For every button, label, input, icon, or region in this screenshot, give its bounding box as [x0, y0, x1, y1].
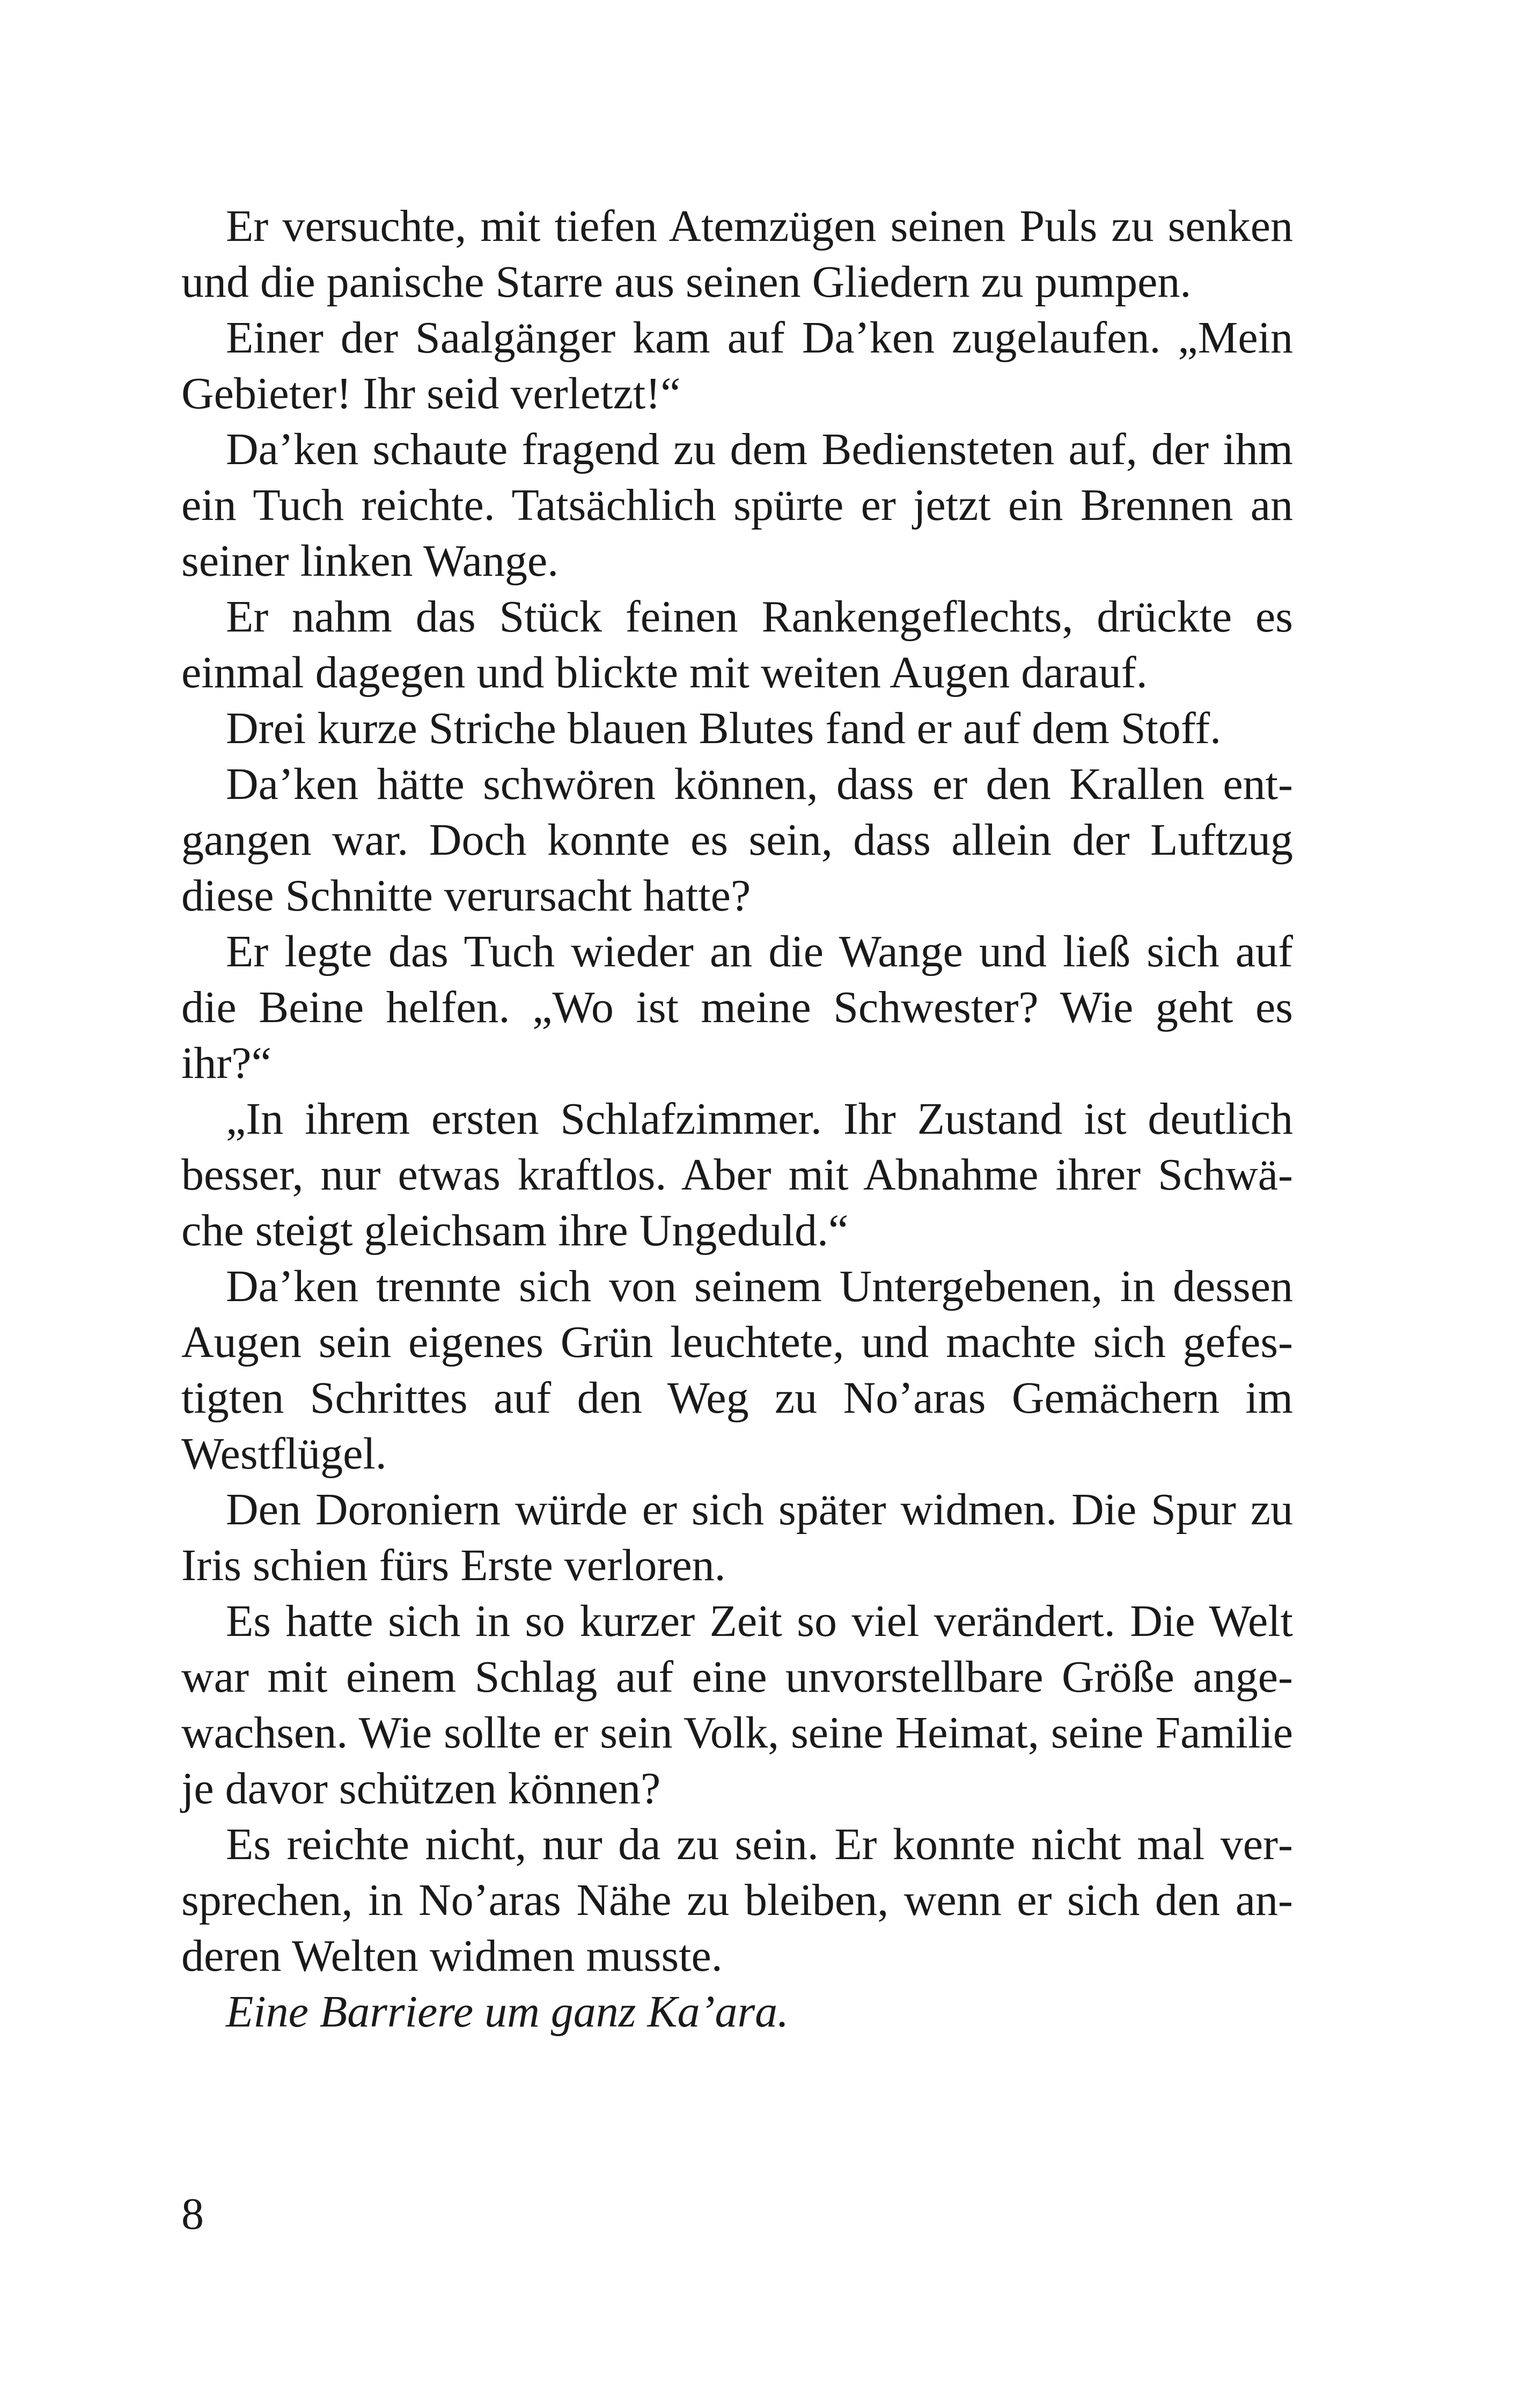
paragraph: „In ihrem ersten Schlafzimmer. Ihr Zustand ist deutlich besser, nur etwas kraftlos. Aber mit Abnahme ihrer Schwäche steigt gleichsam ihre Ungeduld.“ — [181, 1094, 1293, 1256]
paragraph: Einer der Saalgänger kam auf Da’ken zugelaufen. „Mein Gebieter! Ihr seid verletzt!“ — [181, 313, 1293, 419]
paragraph: Es reichte nicht, nur da zu sein. Er konnte nicht mal versprechen, in No’aras Nähe zu bleiben, wenn er sich den anderen Welten widmen musste. — [181, 1819, 1293, 1981]
paragraph: Es hatte sich in so kurzer Zeit so viel verändert. Die Welt war mit einem Schlag auf eine unvorstellbare Größe angewachsen. Wie sollte er sein Volk, seine Heimat, seine Familie je davor schützen können? — [181, 1596, 1293, 1814]
body-text — [181, 199, 1293, 2040]
paragraph: Er legte das Tuch wieder an die Wange und ließ sich auf die Beine helfen. „Wo ist meine Schwester? Wie geht es ihr?“ — [181, 927, 1293, 1088]
page-number: 8 — [181, 2189, 204, 2239]
paragraph: Da’ken schaute fragend zu dem Bediensteten auf, der ihm ein Tuch reichte. Tatsächlich spürte er jetzt ein Brennen an seiner linken Wange. — [181, 424, 1293, 586]
paragraph: Da’ken hätte schwören können, dass er den Krallen entgangen war. Doch konnte es sein, dass allein der Luftzug diese Schnitte verursacht hatte? — [181, 759, 1293, 921]
paragraph: Er nahm das Stück feinen Rankengeflechts, drückte es einmal dagegen und blickte mit weiten Augen darauf. — [181, 592, 1293, 698]
paragraph: Er versuchte, mit tiefen Atemzügen seinen Puls zu senken und die panische Starre aus seinen Gliedern zu pumpen. — [181, 201, 1293, 307]
italic-paragraph: Eine Barriere um ganz Ka’ara. — [226, 1987, 789, 2037]
paragraph: Drei kurze Striche blauen Blutes fand er auf dem Stoff. — [226, 703, 1222, 753]
paragraph: Da’ken trennte sich von seinem Untergebenen, in dessen Augen sein eigenes Grün leuchtete, und machte sich gefestigten Schrittes auf den Weg zu No’aras Gemächern im Westflügel. — [181, 1261, 1293, 1479]
paragraph: Den Doroniern würde er sich später widmen. Die Spur zu Iris schien fürs Erste verloren. — [181, 1485, 1293, 1590]
